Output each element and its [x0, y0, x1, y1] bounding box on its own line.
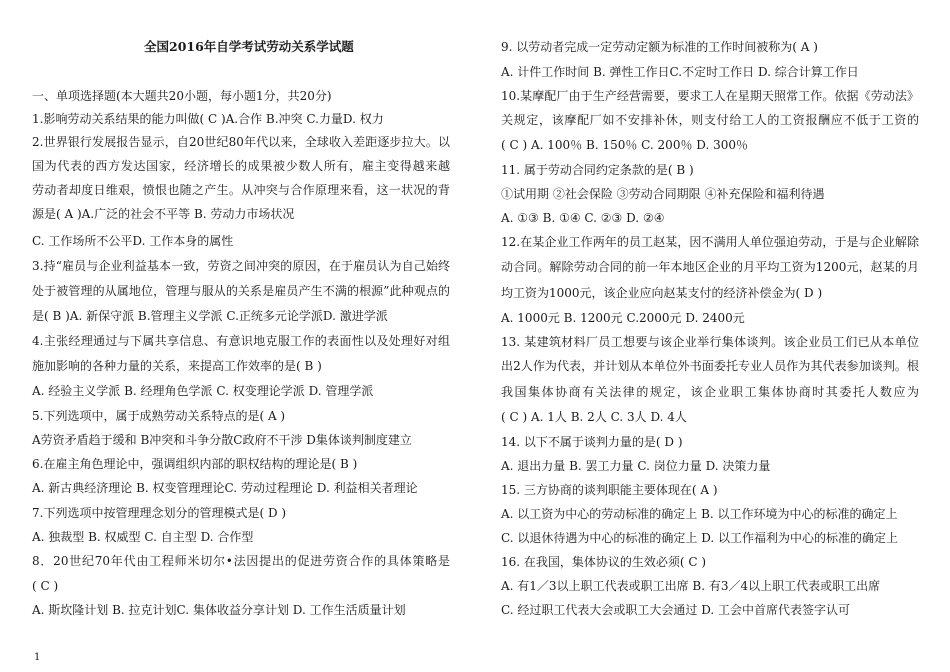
text-line: 关规定，该摩配厂如不安排补休，则支付给工人的工资报酬应不低于工资的	[501, 113, 919, 127]
page-title: 全国2016年自学考试劳动关系学试题	[144, 39, 354, 54]
text-line: 11. 属于劳动合同约定条款的是( B )	[501, 163, 694, 177]
text-line: 10.某摩配厂由于生产经营需要，要求工人在星期天照常工作。依据《劳动法》	[501, 89, 919, 103]
text-line: 均工资为1000元，该企业应向赵某支付的经济补偿金为( D )	[501, 286, 823, 300]
text-line: ( C )	[32, 579, 59, 593]
text-line: A. ①③ B. ①④ C. ②③ D. ②④	[501, 211, 665, 225]
text-line: 9. 以劳动者完成一定劳动定额为标准的工作时间被称为( A )	[501, 40, 818, 54]
text-line: A. 以工资为中心的劳动标准的确定上 B. 以工作环境为中心的标准的确定上	[501, 507, 898, 521]
text-line: 处于被管理的从属地位，管理与服从的关系是雇员产生不满的根源”此种观点的	[32, 284, 450, 298]
text-line: 16. 在我国，集体协议的生效必须( C )	[501, 555, 707, 569]
text-line: A. 1000元 B. 1200元 C.2000元 D. 2400元	[501, 311, 745, 325]
text-line: ( C ) A. 100％ B. 150％ C. 200％ D. 300％	[501, 138, 748, 152]
text-line: A劳资矛盾趋于缓和 B冲突和斗争分散C政府不干涉 D集体谈判制度建立	[32, 433, 412, 447]
text-line: 1.影响劳动关系结果的能力叫做( C )A.合作 B.冲突 C.力量D. 权力	[32, 112, 384, 126]
text-line: 源是( A )A.广泛的社会不平等 B. 劳动力市场状况	[32, 207, 295, 221]
text-line: 7.下列选项中按管理理念划分的管理模式是( D )	[32, 506, 287, 520]
text-line: 2.世界银行发展报告显示，自20世纪80年代以来，全球收入差距逐步拉大。以	[32, 135, 450, 149]
text-line: 出2人作为代表，并计划从本单位外书面委托专业人员作为其代表参加谈判。根	[501, 359, 919, 373]
text-line: 施加影响的各种力量的关系，来提高工作效率的是( B )	[32, 359, 322, 373]
text-line: 12.在某企业工作两年的员工赵某，因不满用人单位强迫劳动，于是与企业解除	[501, 235, 919, 249]
text-line: ①试用期 ②社会保险 ③劳动合同期限 ④补充保险和福利待遇	[501, 187, 825, 201]
text-line: 6.在雇主角色理论中，强调组织内部的职权结构的理论是( B )	[32, 457, 358, 471]
text-line: 5.下列选项中，属于成熟劳动关系特点的是( A )	[32, 409, 286, 423]
text-line: A. 计件工作时间 B. 弹性工作日C.不定时工作日 D. 综合计算工作日	[501, 65, 859, 79]
page-number: 1	[34, 652, 41, 663]
text-line: 3.持“雇员与企业利益基本一致，劳资之间冲突的原因，在于雇员认为自己始终	[32, 259, 450, 273]
text-line: 15. 三方协商的谈判职能主要体现在( A )	[501, 483, 718, 497]
text-line: 是( B )A. 新保守派 B.管理主义学派 C.正统多元论学派D. 激进学派	[32, 309, 388, 323]
text-line: 劳动者却度日维艰，愤恨也随之产生。从冲突与合作原理来看，这一状况的背	[32, 183, 450, 197]
text-line: A. 新古典经济理论 B. 权变管理理论C. 劳动过程理论 D. 利益相关者理论	[32, 481, 418, 495]
text-line: 13. 某建筑材料厂员工想要与该企业举行集体谈判。该企业员工们已从本单位	[501, 335, 919, 349]
text-line: A. 退出力量 B. 罢工力量 C. 岗位力量 D. 决策力量	[501, 459, 771, 473]
section-heading: 一、单项选择题(本大题共20小题，每小题1分，共20分)	[32, 89, 332, 103]
text-line: 动合同。解除劳动合同的前一年本地区企业的月平均工资为1200元，赵某的月	[501, 260, 919, 274]
text-line: A. 经验主义学派 B. 经理角色学派 C. 权变理论学派 D. 管理学派	[32, 384, 374, 398]
text-line: 我国集体协商有关法律的规定，该企业职工集体协商时其委托人数应为	[501, 385, 919, 399]
text-line: 国为代表的西方发达国家，经济增长的成果被少数人所有，雇主变得越来越	[32, 159, 450, 173]
text-line: A. 有1／3以上职工代表或职工出席 B. 有3／4以上职工代表或职工出席	[501, 579, 881, 593]
text-line: C. 工作场所不公平D. 工作本身的属性	[32, 234, 234, 248]
text-line: ( C ) A. 1人 B. 2人 C. 3人 D. 4人	[501, 410, 687, 424]
text-line: C. 以退休待遇为中心的标准的确定上 D. 以工作福利为中心的标准的确定上	[501, 531, 899, 545]
text-line: C. 经过职工代表大会或职工大会通过 D. 工会中首席代表签字认可	[501, 603, 851, 617]
text-line: 14. 以下不属于谈判力量的是( D )	[501, 435, 683, 449]
text-line: A. 独裁型 B. 权威型 C. 自主型 D. 合作型	[32, 530, 254, 544]
text-line: 8．20世纪70年代由工程师米切尔•法因提出的促进劳资合作的具体策略是	[32, 554, 450, 568]
text-line: A. 斯坎隆计划 B. 拉克计划C. 集体收益分享计划 D. 工作生活质量计划	[32, 603, 406, 617]
text-line: 4.主张经理通过与下属共享信息、有意识地克服工作的表面性以及处理好对组	[32, 334, 450, 348]
